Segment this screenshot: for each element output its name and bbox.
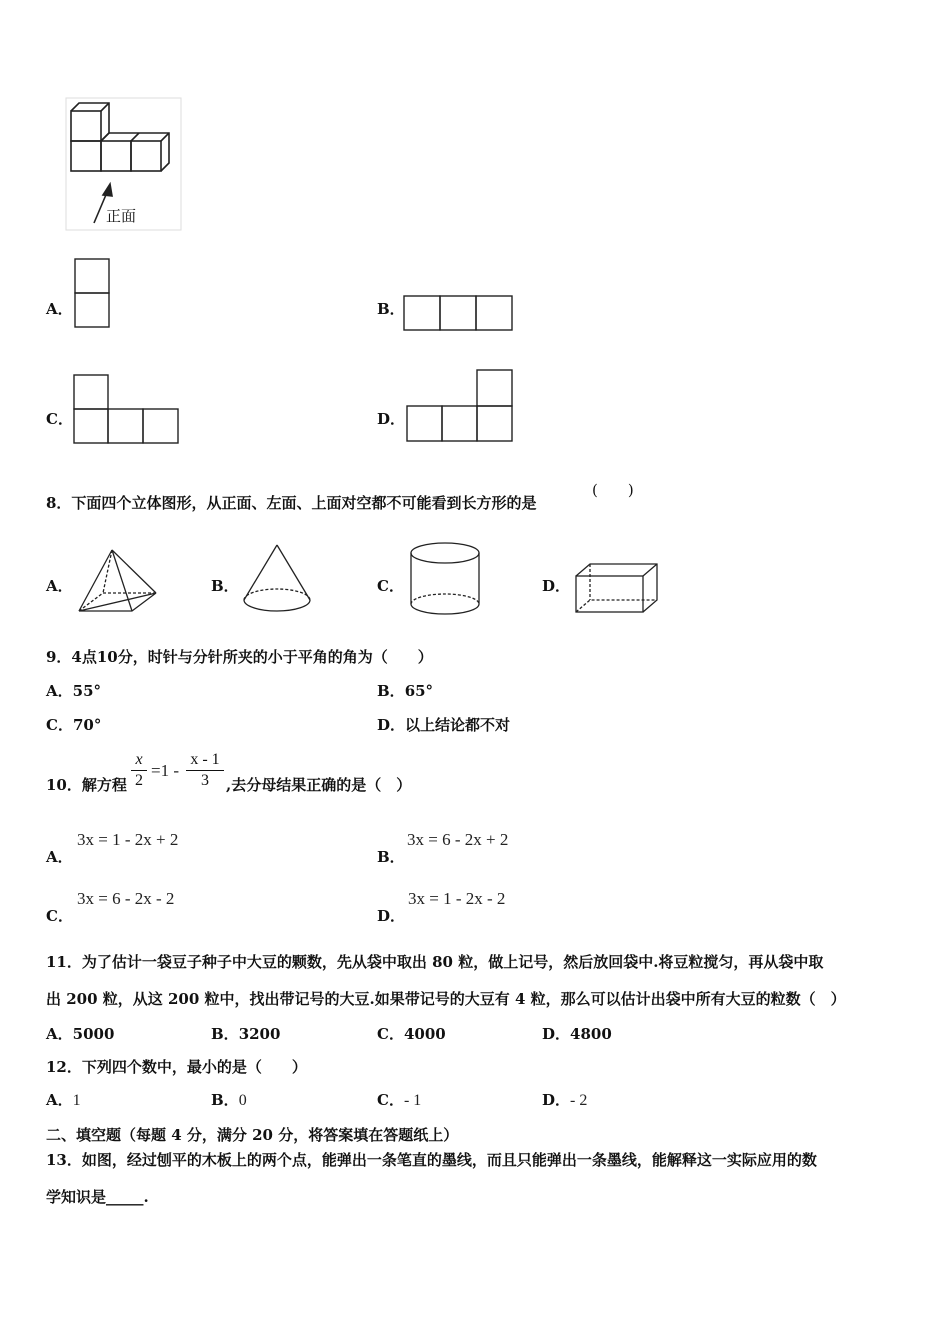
q10-fraction-1-numerator: x (135, 751, 143, 768)
q10-option-c-label[interactable]: C． (46, 907, 73, 925)
q9-option-a[interactable] (46, 680, 101, 701)
q12-option-c-label: C． (377, 1091, 404, 1109)
q10-option-b-label[interactable]: B． (377, 848, 405, 866)
q11-stem-line-1: 11．为了估计一袋豆子种子中大豆的颗数，先从袋中取出 80 粒，做上记号，然后放回袋中.将豆粒搅匀，再从袋中取 (46, 953, 824, 971)
q7-option-c-figure (74, 375, 180, 447)
q11-option-a-label: A． (46, 1025, 73, 1043)
q11-option-b-label: B． (211, 1025, 239, 1043)
q11-stem-line-2: 出 200 粒，从这 200 粒中，找出带记号的大豆.如果带记号的大豆有 4 粒，那么可以估计出袋中所有大豆的粒数（ ） (46, 990, 846, 1008)
q8-option-b-label[interactable]: B． (211, 577, 239, 595)
q9-option-d-label: D． (377, 716, 406, 734)
q12-option-a-label: A． (46, 1091, 73, 1109)
q11-option-d-value: 4800 (570, 1025, 612, 1043)
q10-fraction-2-numerator: x - 1 (190, 751, 220, 768)
q7-option-b-figure (404, 296, 514, 332)
q10-fraction-2-denominator: 3 (201, 772, 209, 789)
pyramid-figure (76, 548, 158, 614)
q9-option-a-value: 55° (72, 682, 102, 700)
q11-option-a-value: 5000 (72, 1025, 115, 1043)
q9-option-a-label: A． (46, 682, 73, 700)
q12-option-b-label: B． (211, 1091, 239, 1109)
q10-suffix: ,去分母结果正确的是（ ） (226, 776, 412, 794)
q12-option-a[interactable] (46, 1089, 81, 1110)
q10-option-d-value: 3x = 1 - 2x - 2 (408, 889, 506, 908)
q7-option-a-figure (75, 259, 111, 331)
q11-option-a[interactable] (46, 1023, 114, 1044)
q9-stem: 9．4点10分，时针与分针所夹的小于平角的角为（ ） (46, 648, 433, 666)
q8-answer-paren: ( ) (592, 481, 634, 499)
q11-option-b[interactable] (211, 1023, 280, 1044)
q10-option-b-value: 3x = 6 - 2x + 2 (407, 830, 509, 849)
front-view-caption: 正面 (106, 207, 137, 225)
q9-option-c[interactable] (46, 714, 101, 735)
q8-stem: 8．下面四个立体图形，从正面、左面、上面对空都不可能看到长方形的是 (46, 494, 537, 512)
q10-fraction-1 (131, 750, 147, 791)
q11-option-b-value: 3200 (238, 1025, 281, 1043)
q13-stem-line-2: 学知识是_____. (46, 1188, 149, 1206)
q10-option-a-value: 3x = 1 - 2x + 2 (77, 830, 179, 849)
q9-option-c-value: 70° (72, 716, 102, 734)
section-2-heading: 二、填空题（每题 4 分，满分 20 分，将答案填在答题纸上） (46, 1126, 459, 1144)
q10-middle: =1 - (151, 761, 179, 780)
q12-option-c[interactable] (377, 1089, 421, 1110)
q10-prefix: 10．解方程 (46, 776, 127, 794)
q10-fraction-1-denominator: 2 (135, 772, 143, 789)
q12-option-b-value: 0 (238, 1092, 247, 1109)
q9-option-b-value: 65° (404, 682, 434, 700)
cylinder-figure (409, 541, 483, 617)
q12-option-d-label: D． (542, 1091, 571, 1109)
q9-option-d[interactable] (377, 714, 510, 735)
q12-option-d-value: - 2 (570, 1092, 588, 1109)
q11-option-c-label: C． (377, 1025, 404, 1043)
q10-option-a-label[interactable]: A． (46, 848, 73, 866)
q8-option-a-label[interactable]: A． (46, 577, 73, 595)
q8-option-c-label[interactable]: C． (377, 577, 404, 595)
q11-option-c[interactable] (377, 1023, 446, 1044)
q10-fraction-2 (186, 750, 224, 791)
q9-option-b-label: B． (377, 682, 405, 700)
q10-option-c-value: 3x = 6 - 2x - 2 (77, 889, 175, 908)
q8-option-d-label[interactable]: D． (542, 577, 571, 595)
cone-figure (241, 543, 313, 615)
q11-option-d[interactable] (542, 1023, 612, 1044)
q12-option-a-value: 1 (72, 1092, 81, 1109)
q11-option-c-value: 4000 (403, 1025, 446, 1043)
q11-option-d-label: D． (542, 1025, 571, 1043)
q7-option-d-figure (407, 370, 515, 444)
q9-option-b[interactable] (377, 680, 433, 701)
q10-option-d-label[interactable]: D． (377, 907, 406, 925)
q12-stem: 12．下列四个数中，最小的是（ ） (46, 1058, 307, 1076)
q12-option-d[interactable] (542, 1089, 587, 1110)
cuboid-figure (575, 562, 659, 614)
q7-option-c-label[interactable]: C． (46, 410, 73, 428)
q9-option-c-label: C． (46, 716, 73, 734)
q12-option-c-value: - 1 (403, 1092, 422, 1109)
q12-option-b[interactable] (211, 1089, 247, 1110)
q7-option-b-label[interactable]: B． (377, 300, 405, 318)
q7-option-d-label[interactable]: D． (377, 410, 406, 428)
q7-option-a-label[interactable]: A． (46, 300, 73, 318)
q9-option-d-value: 以上结论都不对 (405, 716, 511, 734)
q13-stem-line-1: 13．如图，经过刨平的木板上的两个点，能弹出一条笔直的墨线，而且只能弹出一条墨线，能解释这一实际应用的数 (46, 1151, 817, 1169)
